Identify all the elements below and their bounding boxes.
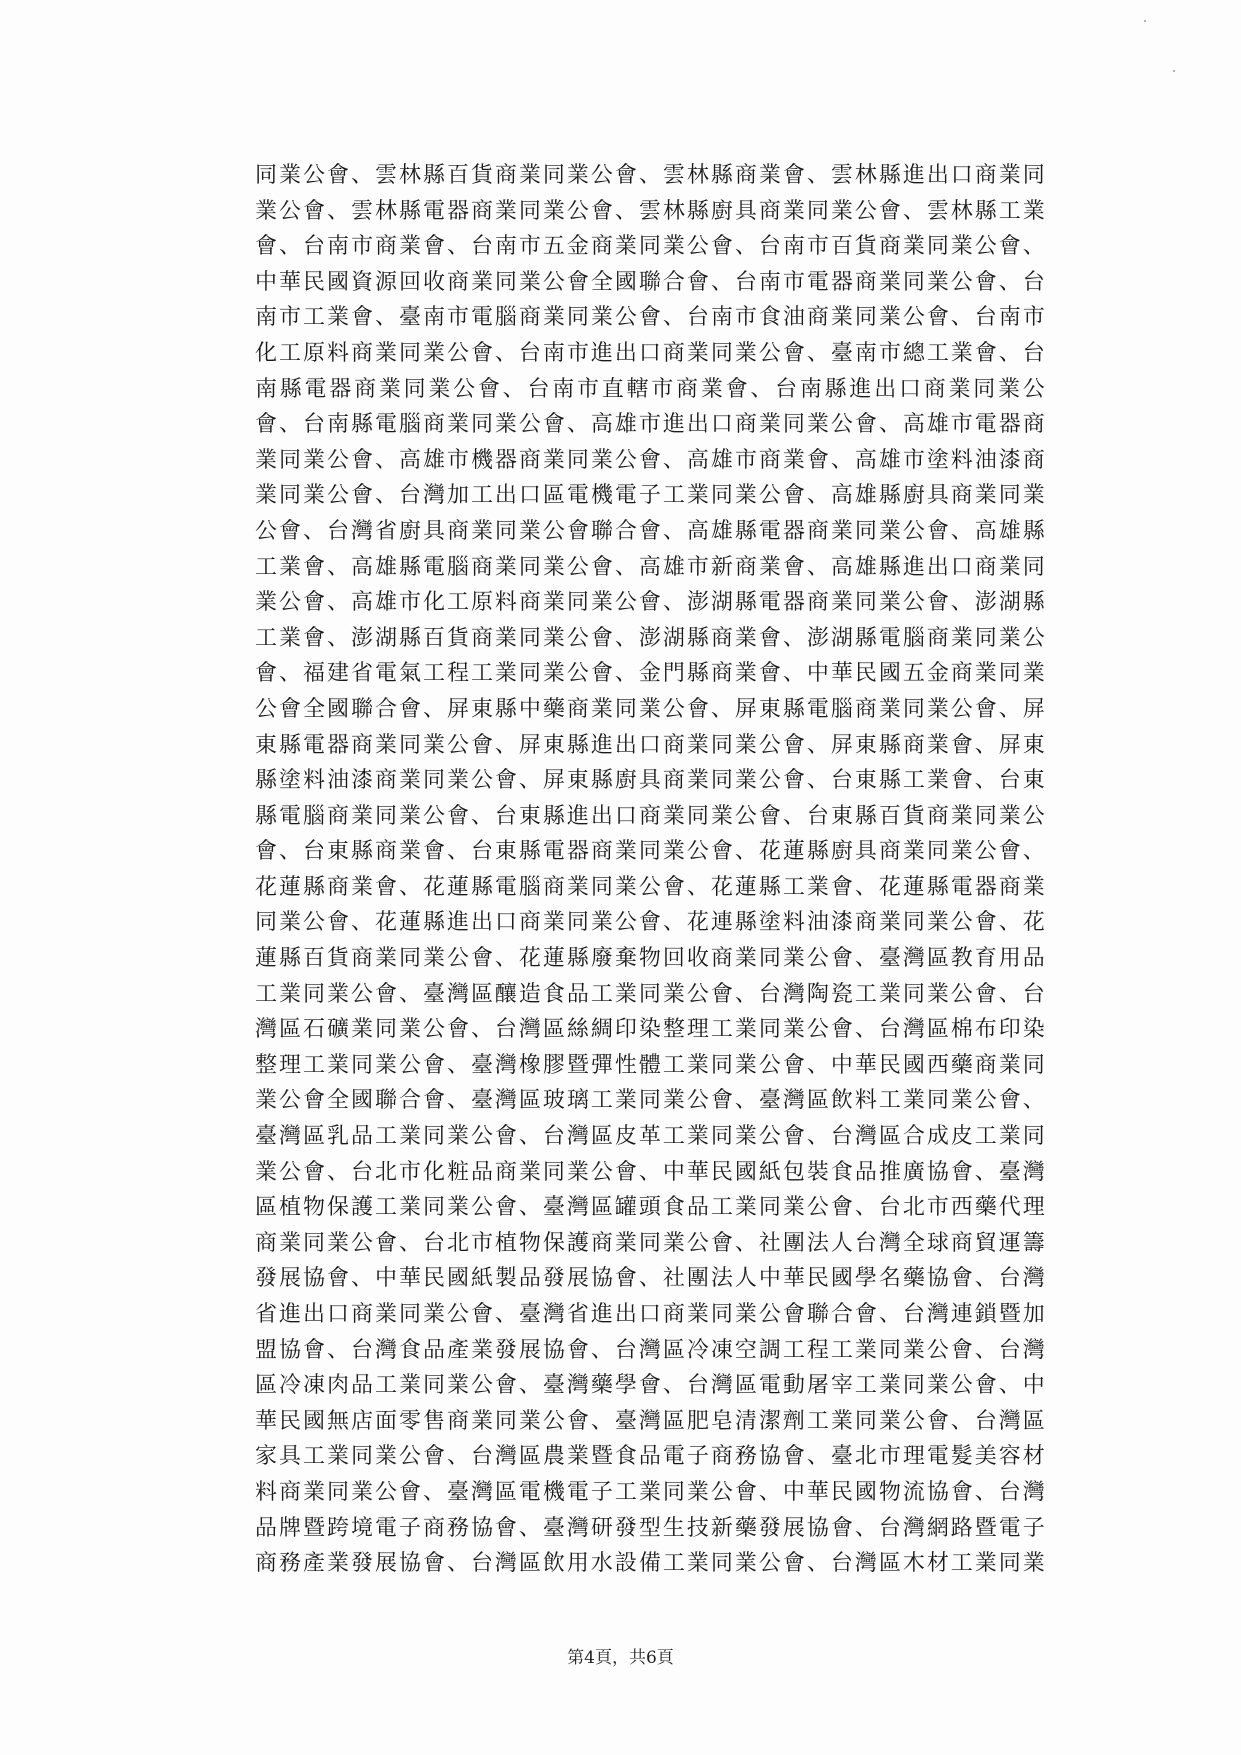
text-line: 公會、台灣省廚具商業同業公會聯合會、高雄縣電器商業同業公會、高雄縣 (255, 518, 1045, 544)
text-line: 料商業同業公會、臺灣區電機電子工業同業公會、中華民國物流協會、台灣 (255, 1479, 1045, 1505)
text-line: 華民國無店面零售商業同業公會、臺灣區肥皂清潔劑工業同業公會、台灣區 (255, 1408, 1045, 1434)
text-line: 會、福建省電氣工程工業同業公會、金門縣商業會、中華民國五金商業同業 (255, 661, 1045, 687)
text-line: 會、台南縣電腦商業同業公會、高雄市進出口商業同業公會、高雄市電器商 (255, 412, 1045, 438)
text-line: 縣塗料油漆商業同業公會、屏東縣廚具商業同業公會、台東縣工業會、台東 (255, 768, 1045, 794)
text-line: 發展協會、中華民國紙製品發展協會、社團法人中華民國學名藥協會、台灣 (255, 1266, 1045, 1292)
text-line: 品牌暨跨境電子商務協會、臺灣研發型生技新藥發展協會、台灣網路暨電子 (255, 1515, 1045, 1541)
text-line: 工業同業公會、臺灣區釀造食品工業同業公會、台灣陶瓷工業同業公會、台 (255, 981, 1045, 1007)
text-line: 家具工業同業公會、台灣區農業暨食品電子商務協會、臺北市理電髮美容材 (255, 1444, 1045, 1470)
text-line: 縣電腦商業同業公會、台東縣進出口商業同業公會、台東縣百貨商業同業公 (255, 803, 1045, 829)
text-line: 會、台東縣商業會、台東縣電器商業同業公會、花蓮縣廚具商業同業公會、 (255, 839, 1045, 865)
text-line: 化工原料商業同業公會、台南市進出口商業同業公會、臺南市總工業會、台 (255, 340, 1045, 366)
text-line: 區冷凍肉品工業同業公會、臺灣藥學會、台灣區電動屠宰工業同業公會、中 (255, 1373, 1045, 1399)
text-line: 業公會全國聯合會、臺灣區玻璃工業同業公會、臺灣區飲料工業同業公會、 (255, 1088, 1045, 1114)
scan-speck (1144, 20, 1146, 22)
text-line: 整理工業同業公會、臺灣橡膠暨彈性體工業同業公會、中華民國西藥商業同 (255, 1052, 1045, 1078)
text-line: 公會全國聯合會、屏東縣中藥商業同業公會、屏東縣電腦商業同業公會、屏 (255, 696, 1045, 722)
text-line: 省進出口商業同業公會、臺灣省進出口商業同業公會聯合會、台灣連鎖暨加 (255, 1302, 1045, 1327)
text-line: 臺灣區乳品工業同業公會、台灣區皮革工業同業公會、台灣區合成皮工業同 (255, 1124, 1045, 1150)
text-line: 中華民國資源回收商業同業公會全國聯合會、台南市電器商業同業公會、台 (255, 269, 1045, 295)
text-line: 盟協會、台灣食品產業發展協會、台灣區冷凍空調工程工業同業公會、台灣 (255, 1337, 1045, 1363)
text-line: 商業同業公會、台北市植物保護商業同業公會、社團法人台灣全球商貿運籌 (255, 1230, 1045, 1256)
text-line: 商務產業發展協會、台灣區飲用水設備工業同業公會、台灣區木材工業同業 (255, 1551, 1045, 1577)
text-line: 南市工業會、臺南市電腦商業同業公會、台南市食油商業同業公會、台南市 (255, 305, 1045, 331)
text-line: 區植物保護工業同業公會、臺灣區罐頭食品工業同業公會、台北市西藥代理 (255, 1195, 1045, 1221)
text-line: 蓮縣百貨商業同業公會、花蓮縣廢棄物回收商業同業公會、臺灣區教育用品 (255, 946, 1045, 972)
text-line: 工業會、高雄縣電腦商業同業公會、高雄市新商業會、高雄縣進出口商業同 (255, 554, 1045, 580)
text-line: 同業公會、雲林縣百貨商業同業公會、雲林縣商業會、雲林縣進出口商業同 (255, 163, 1045, 188)
text-line: 業公會、台北市化粧品商業同業公會、中華民國紙包裝食品推廣協會、臺灣 (255, 1159, 1045, 1185)
text-line: 同業公會、花蓮縣進出口商業同業公會、花連縣塗料油漆商業同業公會、花 (255, 910, 1045, 936)
page-number-footer: 第4頁，共6頁 (567, 1648, 674, 1668)
text-line: 工業會、澎湖縣百貨商業同業公會、澎湖縣商業會、澎湖縣電腦商業同業公 (255, 625, 1045, 651)
text-line: 花蓮縣商業會、花蓮縣電腦商業同業公會、花蓮縣工業會、花蓮縣電器商業 (255, 874, 1045, 900)
text-line: 會、台南市商業會、台南市五金商業同業公會、台南市百貨商業同業公會、 (255, 234, 1045, 260)
text-line: 業同業公會、台灣加工出口區電機電子工業同業公會、高雄縣廚具商業同業 (255, 483, 1045, 509)
scan-speck (1173, 70, 1175, 72)
text-line: 業公會、高雄市化工原料商業同業公會、澎湖縣電器商業同業公會、澎湖縣 (255, 590, 1045, 616)
text-line: 灣區石礦業同業公會、台灣區絲綢印染整理工業同業公會、台灣區棉布印染 (255, 1017, 1045, 1043)
text-line: 業同業公會、高雄市機器商業同業公會、高雄市商業會、高雄市塗料油漆商 (255, 447, 1045, 473)
text-line: 東縣電器商業同業公會、屏東縣進出口商業同業公會、屏東縣商業會、屏東 (255, 732, 1045, 758)
text-line: 南縣電器商業同業公會、台南市直轄市商業會、台南縣進出口商業同業公 (255, 376, 1045, 402)
text-line: 業公會、雲林縣電器商業同業公會、雲林縣廚具商業同業公會、雲林縣工業 (255, 198, 1045, 224)
document-body (255, 158, 1045, 1582)
